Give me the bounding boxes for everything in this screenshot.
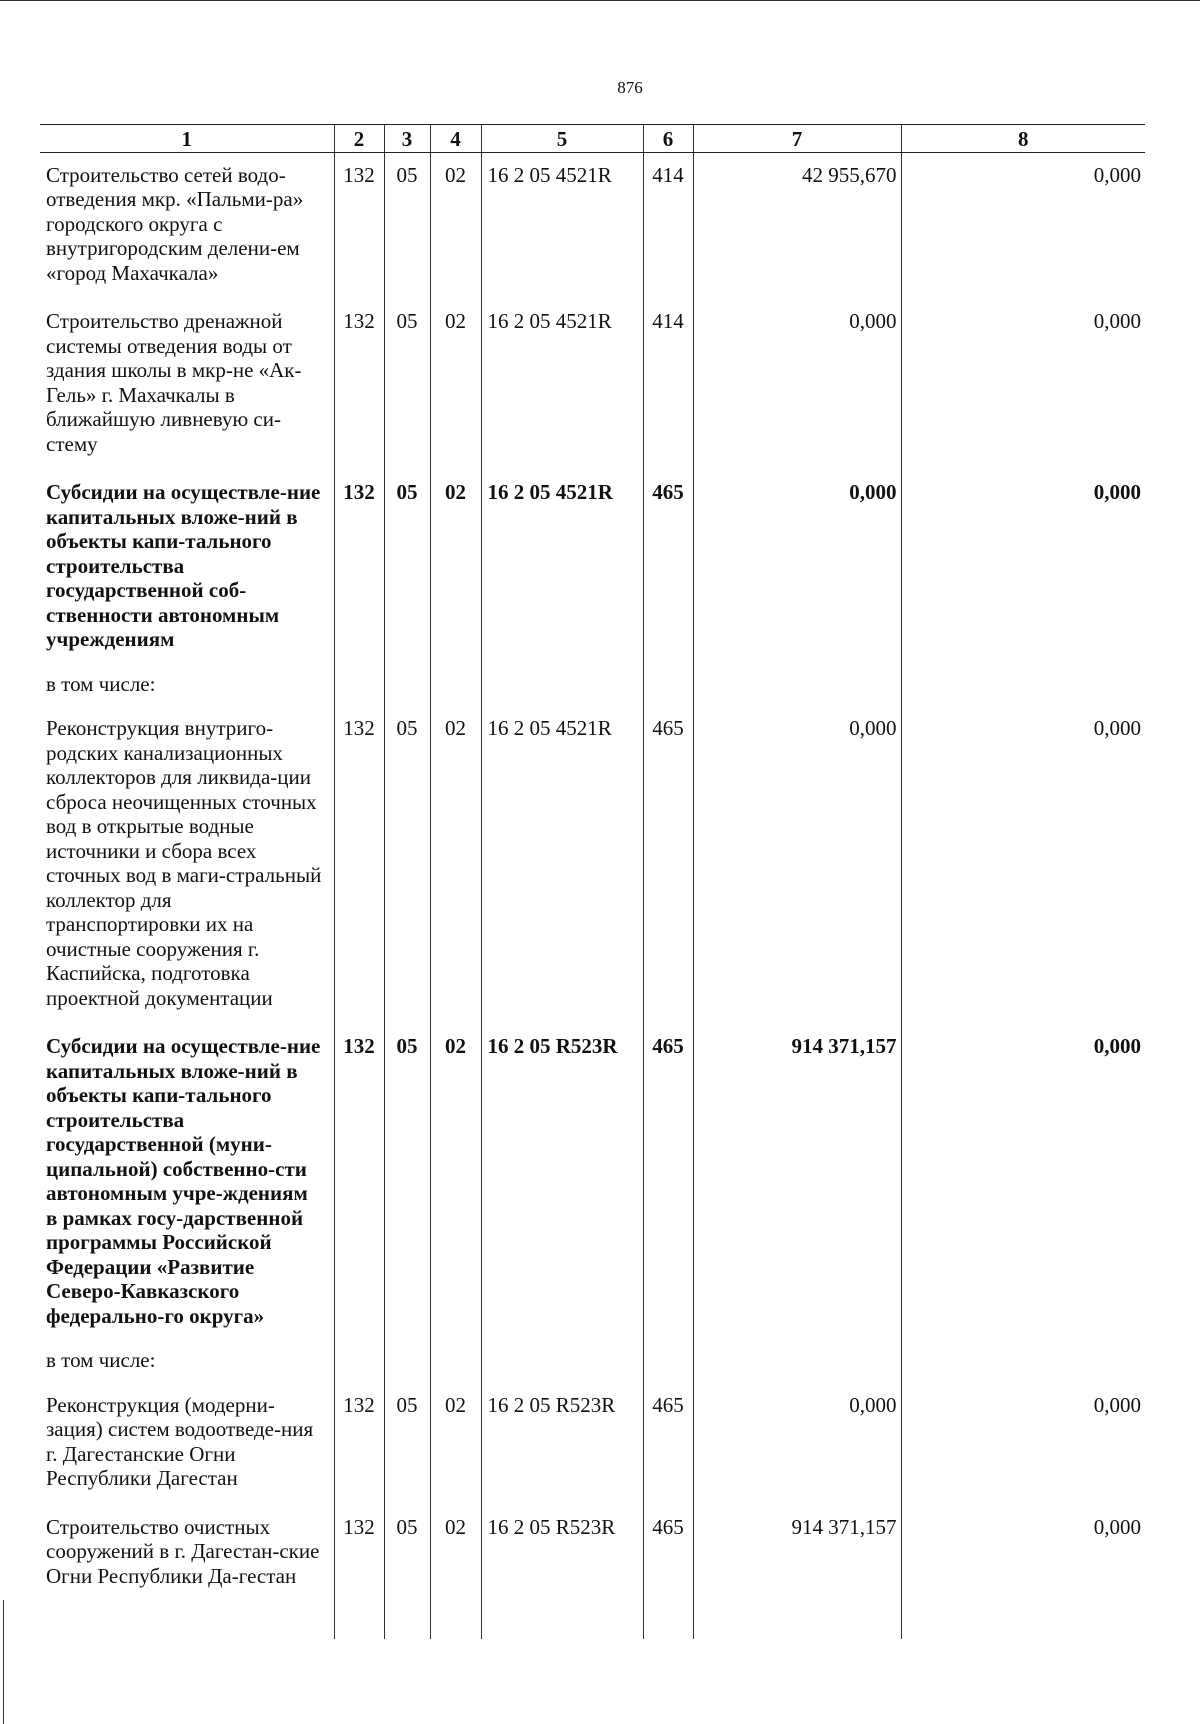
row-col-8: 0,000 <box>901 299 1145 470</box>
header-col-1: 1 <box>40 125 334 153</box>
row-col-2 <box>334 666 384 707</box>
row-col-4 <box>430 666 481 707</box>
row-col-6: 414 <box>643 299 693 470</box>
page-border-left <box>3 1600 4 1724</box>
header-col-6: 6 <box>643 125 693 153</box>
table-row <box>40 470 1145 666</box>
table-row <box>40 299 1145 470</box>
row-col-2: 132 <box>334 470 384 666</box>
row-col-2: 132 <box>334 152 384 299</box>
header-col-5: 5 <box>481 125 643 153</box>
row-col-6: 465 <box>643 706 693 1024</box>
row-col-5: 16 2 05 R523R <box>481 1505 643 1639</box>
row-col-3: 05 <box>384 706 430 1024</box>
header-col-7: 7 <box>693 125 901 153</box>
row-col-5: 16 2 05 4521R <box>481 470 643 666</box>
row-col-8: 0,000 <box>901 1024 1145 1342</box>
row-col-7: 0,000 <box>693 706 901 1024</box>
table-row <box>40 152 1145 299</box>
row-col-4: 02 <box>430 299 481 470</box>
row-col-6: 465 <box>643 1505 693 1639</box>
row-col-6 <box>643 1342 693 1383</box>
row-col-7: 0,000 <box>693 470 901 666</box>
row-col-4 <box>430 1342 481 1383</box>
header-col-8: 8 <box>901 125 1145 153</box>
row-col-3: 05 <box>384 1505 430 1639</box>
row-col-6: 465 <box>643 1383 693 1505</box>
table-row <box>40 666 1145 707</box>
row-col-8: 0,000 <box>901 152 1145 299</box>
row-col-5: 16 2 05 4521R <box>481 152 643 299</box>
budget-table <box>40 124 1145 1639</box>
row-col-3 <box>384 666 430 707</box>
row-col-4: 02 <box>430 1505 481 1639</box>
row-col-8 <box>901 1342 1145 1383</box>
row-col-2: 132 <box>334 706 384 1024</box>
table-row <box>40 706 1145 1024</box>
row-col-4: 02 <box>430 152 481 299</box>
row-col-6 <box>643 666 693 707</box>
row-col-5: 16 2 05 R523R <box>481 1383 643 1505</box>
row-col-4: 02 <box>430 706 481 1024</box>
row-col-5 <box>481 1342 643 1383</box>
table-row <box>40 1505 1145 1639</box>
row-col-3: 05 <box>384 152 430 299</box>
row-col-7: 42 955,670 <box>693 152 901 299</box>
row-name: Строительство сетей водо-отведения мкр. «Пальми-ра» городского округа с внутригородским делени-ем «город Махачкала» <box>46 162 304 285</box>
row-col-7 <box>693 666 901 707</box>
row-col-3: 05 <box>384 470 430 666</box>
row-col-2 <box>334 1342 384 1383</box>
row-col-5: 16 2 05 R523R <box>481 1024 643 1342</box>
row-col-2: 132 <box>334 1383 384 1505</box>
row-name: Реконструкция (модерни-зация) систем водоотведе-ния г. Дагестанские Огни Республики Дагестан <box>46 1392 314 1490</box>
row-col-7: 0,000 <box>693 1383 901 1505</box>
row-col-3: 05 <box>384 1383 430 1505</box>
row-col-4: 02 <box>430 1383 481 1505</box>
header-col-3: 3 <box>384 125 430 153</box>
row-col-5: 16 2 05 4521R <box>481 706 643 1024</box>
row-col-2: 132 <box>334 1505 384 1639</box>
row-col-5: 16 2 05 4521R <box>481 299 643 470</box>
row-col-3 <box>384 1342 430 1383</box>
row-name: Субсидии на осуществле-ние капитальных вложе-ний в объекты капи-тального строительства государственной соб-ственности автономным учреждениям <box>46 480 321 651</box>
row-col-2: 132 <box>334 299 384 470</box>
row-name: Строительство дренажной системы отведения воды от здания школы в мкр-не «Ак-Гель» г. Махачкалы в ближайшую ливневую си-стему <box>46 309 302 456</box>
row-name: в том числе: <box>46 1348 156 1372</box>
row-col-7: 914 371,157 <box>693 1024 901 1342</box>
page-number: 876 <box>617 78 643 97</box>
page-border-top <box>0 0 1200 5</box>
row-col-6: 465 <box>643 1024 693 1342</box>
row-col-7 <box>693 1342 901 1383</box>
row-name: Реконструкция внутриго-родских канализационных коллекторов для ликвида-ции сброса неочищенных сточных вод в открытые водные источники и сбора всех сточных вод в маги-стральный коллектор для транспортировки их на очистные сооружения г. Каспийска, подготовка проектной документации <box>46 716 322 1010</box>
row-col-8: 0,000 <box>901 706 1145 1024</box>
row-col-2: 132 <box>334 1024 384 1342</box>
row-name: Субсидии на осуществле-ние капитальных вложе-ний в объекты капи-тального строительства государственной (муни-ципальной) собственно-сти автономным учре-ждениям в рамках госу-дарственной программы Российской Федерации «Развитие Северо-Кавказского федерально-го округа» <box>46 1034 321 1328</box>
row-col-4: 02 <box>430 470 481 666</box>
row-col-3: 05 <box>384 1024 430 1342</box>
header-row <box>40 125 1145 153</box>
row-col-5 <box>481 666 643 707</box>
row-col-7: 0,000 <box>693 299 901 470</box>
row-col-4: 02 <box>430 1024 481 1342</box>
row-col-3: 05 <box>384 299 430 470</box>
row-col-7: 914 371,157 <box>693 1505 901 1639</box>
table-row <box>40 1024 1145 1342</box>
row-col-8: 0,000 <box>901 1505 1145 1639</box>
table-row <box>40 1342 1145 1383</box>
row-col-6: 414 <box>643 152 693 299</box>
row-name: в том числе: <box>46 671 156 696</box>
row-col-8 <box>901 666 1145 707</box>
header-col-2: 2 <box>334 125 384 153</box>
table-row <box>40 1383 1145 1505</box>
header-col-4: 4 <box>430 125 481 153</box>
row-col-8: 0,000 <box>901 1383 1145 1505</box>
row-name: Строительство очистных сооружений в г. Дагестан-ские Огни Республики Да-гестан <box>46 1514 320 1588</box>
row-col-8: 0,000 <box>901 470 1145 666</box>
row-col-6: 465 <box>643 470 693 666</box>
